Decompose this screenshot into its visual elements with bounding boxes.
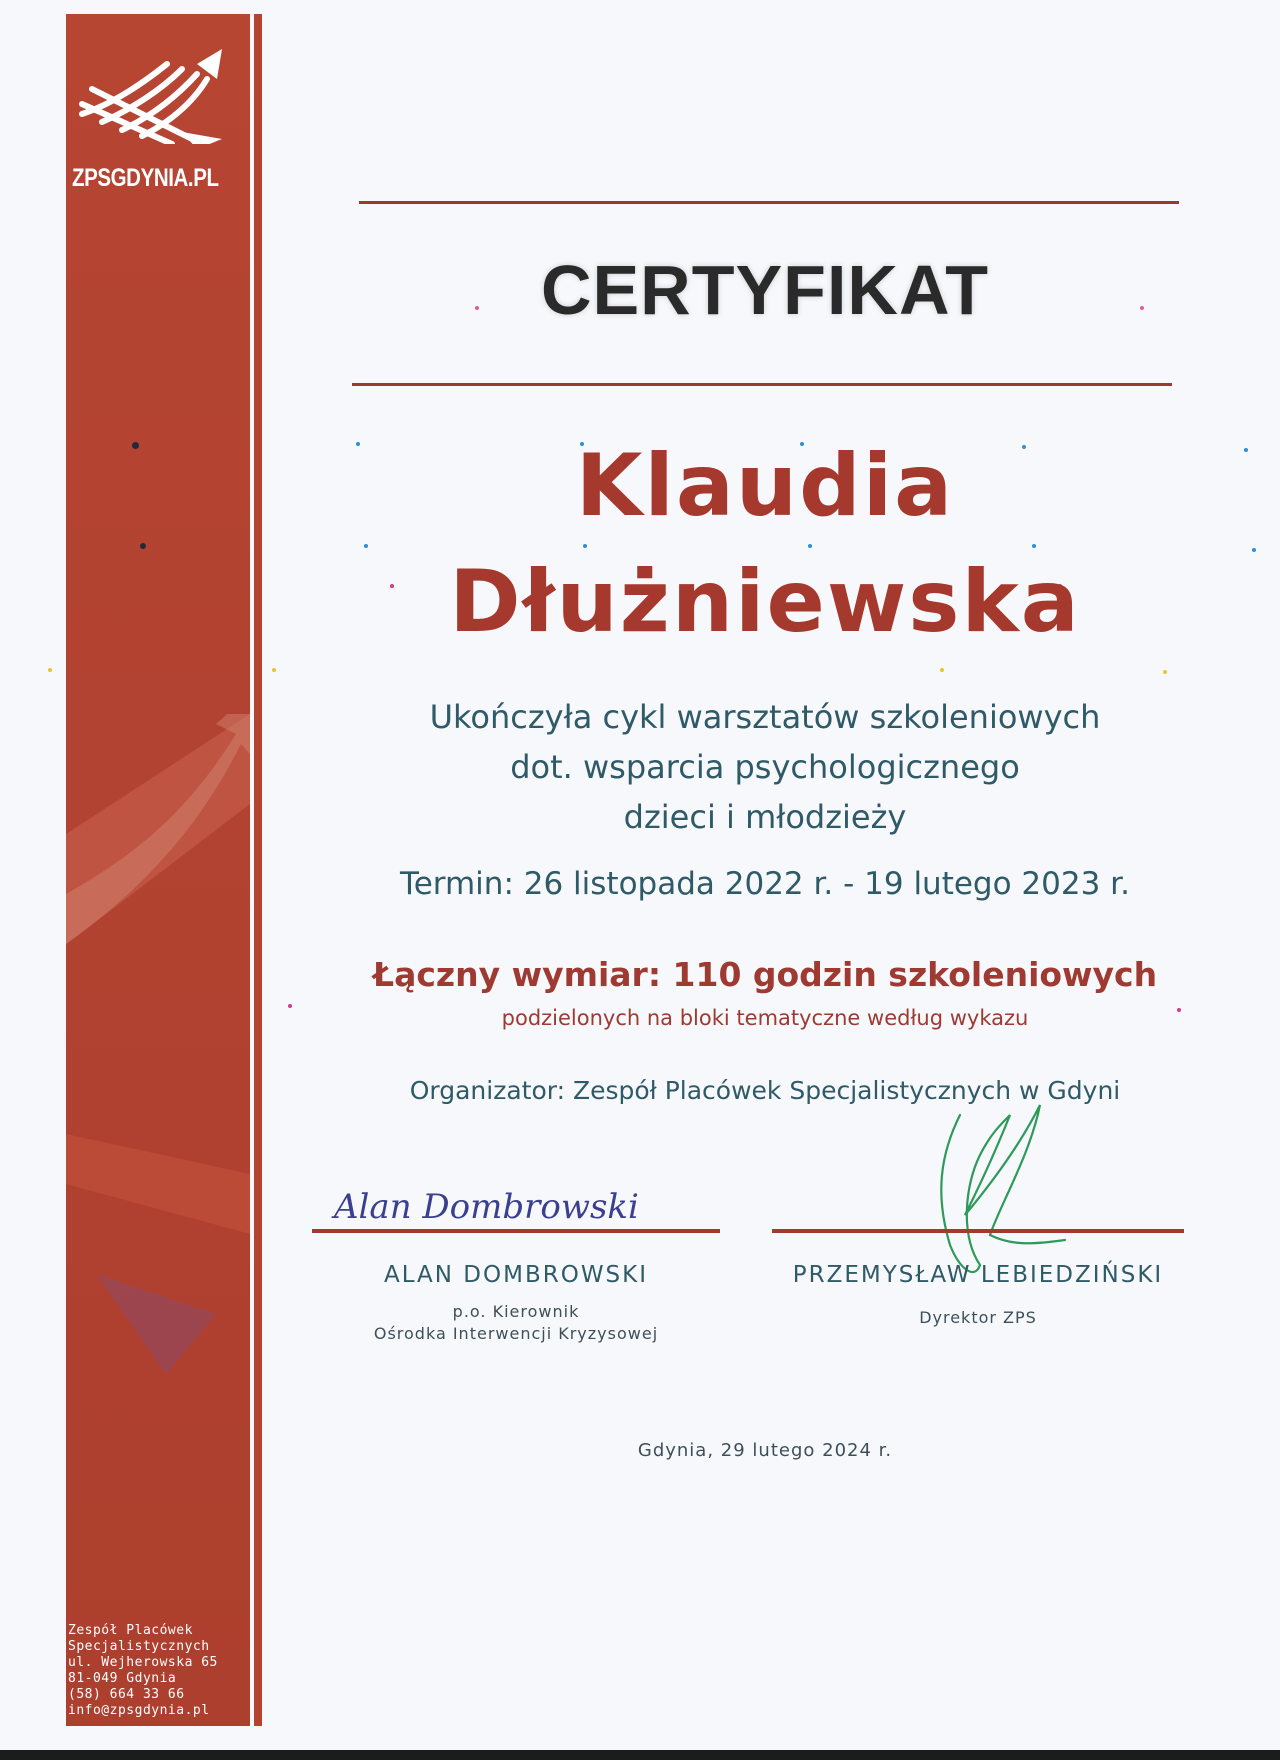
contact-block (68, 1623, 252, 1719)
signatory-role-1 (312, 1301, 720, 1345)
contact-line: ul. Wejherowska 65 (68, 1655, 218, 1670)
sidebar-band (66, 14, 250, 1726)
course-term: Termin: 26 listopada 2022 r. - 19 lutego 2023 r. (400, 866, 1130, 902)
signatory-name-1: ALAN DOMBROWSKI (383, 1262, 649, 1288)
certificate-title: CERTYFIKAT (540, 251, 990, 329)
signature-alan-dombrowski (330, 1180, 640, 1230)
contact-line: Specjalistycznych (68, 1639, 210, 1654)
description-line: dot. wsparcia psychologicznego (510, 748, 1020, 786)
signature-text: Alan Dombrowski (334, 1187, 639, 1227)
description-line: Ukończyła cykl warsztatów szkoleniowych (429, 698, 1101, 736)
title-rule-bottom (352, 383, 1172, 386)
zps-logo-icon (72, 44, 232, 144)
logo-text: ZPSGDYNIA.PL (72, 164, 219, 192)
signature-line-1 (312, 1229, 720, 1233)
signature-line-2 (772, 1229, 1184, 1233)
recipient-first-name: Klaudia (575, 436, 955, 536)
contact-email: info@zpsgdynia.pl (68, 1703, 210, 1718)
contact-line: (58) 664 33 66 (68, 1687, 185, 1702)
decorative-arrow-icon (66, 714, 250, 1414)
signature-przemyslaw-lebiedzinski (920, 1095, 1080, 1280)
role-line: Ośrodka Interwencji Kryzysowej (373, 1324, 659, 1343)
recipient-last-name: Dłużniewska (449, 552, 1081, 652)
total-hours: Łączny wymiar: 110 godzin szkoleniowych (372, 955, 1158, 994)
course-description (330, 692, 1200, 842)
description-line: dzieci i młodzieży (623, 798, 907, 836)
title-rule-top (359, 201, 1179, 204)
contact-line: 81-049 Gdynia (68, 1671, 177, 1686)
role-line: Dyrektor ZPS (919, 1308, 1037, 1327)
role-line: p.o. Kierownik (452, 1302, 580, 1321)
issue-place-date: Gdynia, 29 lutego 2024 r. (637, 1440, 893, 1461)
zps-logo (66, 44, 250, 192)
sidebar-band-edge (254, 14, 262, 1726)
organizer: Organizator: Zespół Placówek Specjalistycznych w Gdyni (409, 1076, 1121, 1105)
hours-note: podzielonych na bloki tematyczne według wykazu (501, 1006, 1029, 1030)
signatory-name-2: PRZEMYSŁAW LEBIEDZIŃSKI (792, 1262, 1164, 1288)
contact-line: Zespół Placówek (68, 1623, 193, 1638)
signatory-role-2 (772, 1307, 1184, 1329)
